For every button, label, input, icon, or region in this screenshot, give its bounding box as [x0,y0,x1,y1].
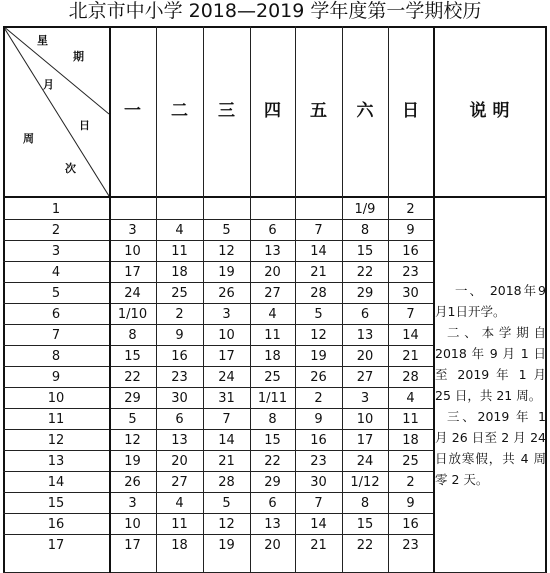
diagonal-header-lines [3,26,109,196]
date-cell: 15 [124,349,141,364]
date-cell: 14 [402,328,419,343]
date-cell: 20 [171,454,188,469]
grid-line [3,429,433,430]
date-cell: 3 [360,391,370,406]
notes-header: 说 明 [469,101,510,121]
grid-line [388,26,389,573]
date-cell: 15 [356,244,374,259]
date-cell: 28 [402,370,419,385]
date-cell: 31 [218,391,235,406]
date-cell: 4 [268,307,277,322]
date-cell: 11 [171,244,188,259]
date-cell [250,199,295,220]
date-cell: 27 [171,475,188,490]
grid-line [3,26,546,28]
date-cell: 23 [310,454,327,469]
date-cell: 25 [171,286,188,301]
date-cell: 17 [124,265,141,280]
note-item: 一、 2018年9月1日开学。 [435,283,546,319]
date-cell: 19 [124,454,141,469]
grid-line [295,26,296,573]
note-item: 二、本学期自 2018 年 9 月 1 日至 2019 年 1 月 25 日，共 21 周。 [435,325,546,403]
date-cell: 28 [310,286,327,301]
date-cell: 16 [171,349,188,364]
date-cell: 4 [175,496,184,511]
date-cell: 23 [402,538,419,553]
weekday-header: 四 [264,101,281,121]
date-cell: 3 [128,223,137,238]
date-cell: 7 [314,496,323,511]
date-cell: 21 [218,454,235,469]
date-cell: 30 [402,286,419,301]
date-cell: 1/9 [354,202,376,217]
date-cell: 30 [171,391,188,406]
grid-line [3,261,433,262]
date-cell: 6 [268,223,277,238]
date-cell: 13 [171,433,188,448]
date-cell: 16 [310,433,327,448]
date-cell: 24 [356,454,374,469]
grid-line [3,282,433,283]
date-cell: 20 [356,349,374,364]
date-cell: 21 [310,265,327,280]
date-cell: 24 [218,370,235,385]
week-number: 6 [51,307,61,322]
date-cell: 15 [356,517,374,532]
date-cell: 22 [356,265,374,280]
date-cell: 11 [171,517,188,532]
date-cell: 9 [175,328,184,343]
date-cell: 27 [356,370,374,385]
date-cell: 5 [222,223,231,238]
grid-line [3,303,433,304]
week-number: 10 [47,391,65,406]
week-number: 12 [47,433,65,448]
date-cell: 13 [264,244,281,259]
date-cell: 10 [124,517,141,532]
date-cell: 7 [314,223,323,238]
date-cell: 5 [314,307,323,322]
grid-line [3,492,433,493]
grid-line [3,196,546,198]
date-cell: 17 [356,433,374,448]
date-cell: 15 [264,433,281,448]
date-cell [109,199,156,220]
date-cell: 7 [222,412,231,427]
date-cell: 12 [124,433,141,448]
date-cell: 22 [264,454,281,469]
grid-line [433,26,435,573]
date-cell: 21 [310,538,327,553]
date-cell: 22 [124,370,141,385]
week-number: 2 [51,223,61,238]
date-cell: 8 [360,496,370,511]
page-title: 北京市中小学 2018—2019 学年度第一学期校历 [68,0,482,22]
date-cell: 25 [402,454,419,469]
grid-line [109,26,111,573]
date-cell: 29 [124,391,141,406]
date-cell: 5 [128,412,137,427]
date-cell: 10 [218,328,235,343]
grid-line [3,534,433,535]
corner-label-yue: 月 [43,78,54,91]
date-cell: 12 [218,517,235,532]
week-number: 13 [47,454,65,469]
date-cell: 18 [402,433,419,448]
date-cell: 14 [218,433,235,448]
date-cell: 16 [402,244,419,259]
grid-line [342,26,343,573]
week-number: 3 [51,244,61,259]
date-cell: 29 [356,286,374,301]
grid-line [3,471,433,472]
note-item: 三、2019 年 1 月 26 日至 2 月 24 日放寒假，共 4 周零 2 天。 [435,409,546,487]
date-cell: 7 [406,307,415,322]
date-cell: 29 [264,475,281,490]
week-number: 15 [47,496,65,511]
date-cell: 19 [218,265,235,280]
date-cell: 5 [222,496,231,511]
date-cell: 1/10 [117,307,148,322]
date-cell: 9 [406,223,415,238]
date-cell: 17 [218,349,235,364]
date-cell [156,199,203,220]
date-cell: 10 [356,412,374,427]
grid-line [545,26,547,573]
grid-line [3,324,433,325]
date-cell: 17 [124,538,141,553]
week-number: 8 [51,349,61,364]
date-cell: 23 [171,370,188,385]
weekday-header: 五 [310,101,327,121]
date-cell: 21 [402,349,419,364]
week-number: 5 [51,286,61,301]
weekday-header: 二 [171,101,188,121]
date-cell: 13 [356,328,374,343]
date-cell: 2 [175,307,184,322]
corner-label-qi: 期 [73,50,84,63]
grid-line [3,345,433,346]
date-cell: 26 [124,475,141,490]
date-cell: 9 [314,412,323,427]
date-cell: 2 [314,391,323,406]
grid-line [3,513,433,514]
weekday-header: 日 [402,101,419,121]
date-cell: 1/12 [350,475,380,490]
date-cell: 19 [310,349,327,364]
date-cell [203,199,250,220]
weekday-header: 三 [218,101,235,121]
week-number: 11 [47,412,65,427]
date-cell: 25 [264,370,281,385]
week-number: 14 [47,475,65,490]
grid-line [250,26,251,573]
week-number: 16 [47,517,65,532]
weekday-header: 一 [124,101,141,121]
notes-block [435,280,546,490]
date-cell [295,199,342,220]
week-number: 4 [51,265,61,280]
date-cell: 8 [268,412,277,427]
corner-label-ci: 次 [65,162,76,175]
weekday-header: 六 [356,101,374,121]
date-cell: 9 [406,496,415,511]
grid-line [3,387,433,388]
date-cell: 10 [124,244,141,259]
date-cell: 1/11 [257,391,288,406]
grid-line [3,240,433,241]
date-cell: 11 [264,328,281,343]
date-cell: 12 [218,244,235,259]
corner-label-ri: 日 [79,119,90,132]
calendar-table [3,26,546,573]
date-cell: 18 [171,538,188,553]
date-cell: 13 [264,517,281,532]
date-cell: 28 [218,475,235,490]
date-cell: 27 [264,286,281,301]
date-cell: 12 [310,328,327,343]
corner-label-zhou: 周 [23,132,34,145]
date-cell: 23 [402,265,419,280]
grid-line [3,219,433,220]
week-number: 9 [51,370,61,385]
week-number: 1 [51,202,61,217]
date-cell: 8 [128,328,137,343]
grid-line [3,366,433,367]
date-cell: 22 [356,538,374,553]
date-cell: 20 [264,265,281,280]
grid-line [3,408,433,409]
date-cell: 24 [124,286,141,301]
date-cell: 20 [264,538,281,553]
grid-line [3,26,5,573]
date-cell: 6 [360,307,370,322]
corner-label-xing: 星 [37,34,48,47]
date-cell: 8 [360,223,370,238]
date-cell: 19 [218,538,235,553]
date-cell: 3 [222,307,231,322]
grid-line [203,26,204,573]
grid-line [3,450,433,451]
date-cell: 6 [175,412,184,427]
date-cell: 30 [310,475,327,490]
date-cell: 11 [402,412,419,427]
date-cell: 14 [310,244,327,259]
date-cell: 18 [171,265,188,280]
date-cell: 18 [264,349,281,364]
week-number: 7 [51,328,61,343]
date-cell: 4 [175,223,184,238]
date-cell: 3 [128,496,137,511]
date-cell: 26 [218,286,235,301]
date-cell: 2 [406,475,415,490]
date-cell: 14 [310,517,327,532]
date-cell: 4 [406,391,415,406]
week-number: 17 [47,538,65,553]
date-cell: 16 [402,517,419,532]
grid-line [156,26,157,573]
date-cell: 2 [406,202,415,217]
date-cell: 6 [268,496,277,511]
date-cell: 26 [310,370,327,385]
